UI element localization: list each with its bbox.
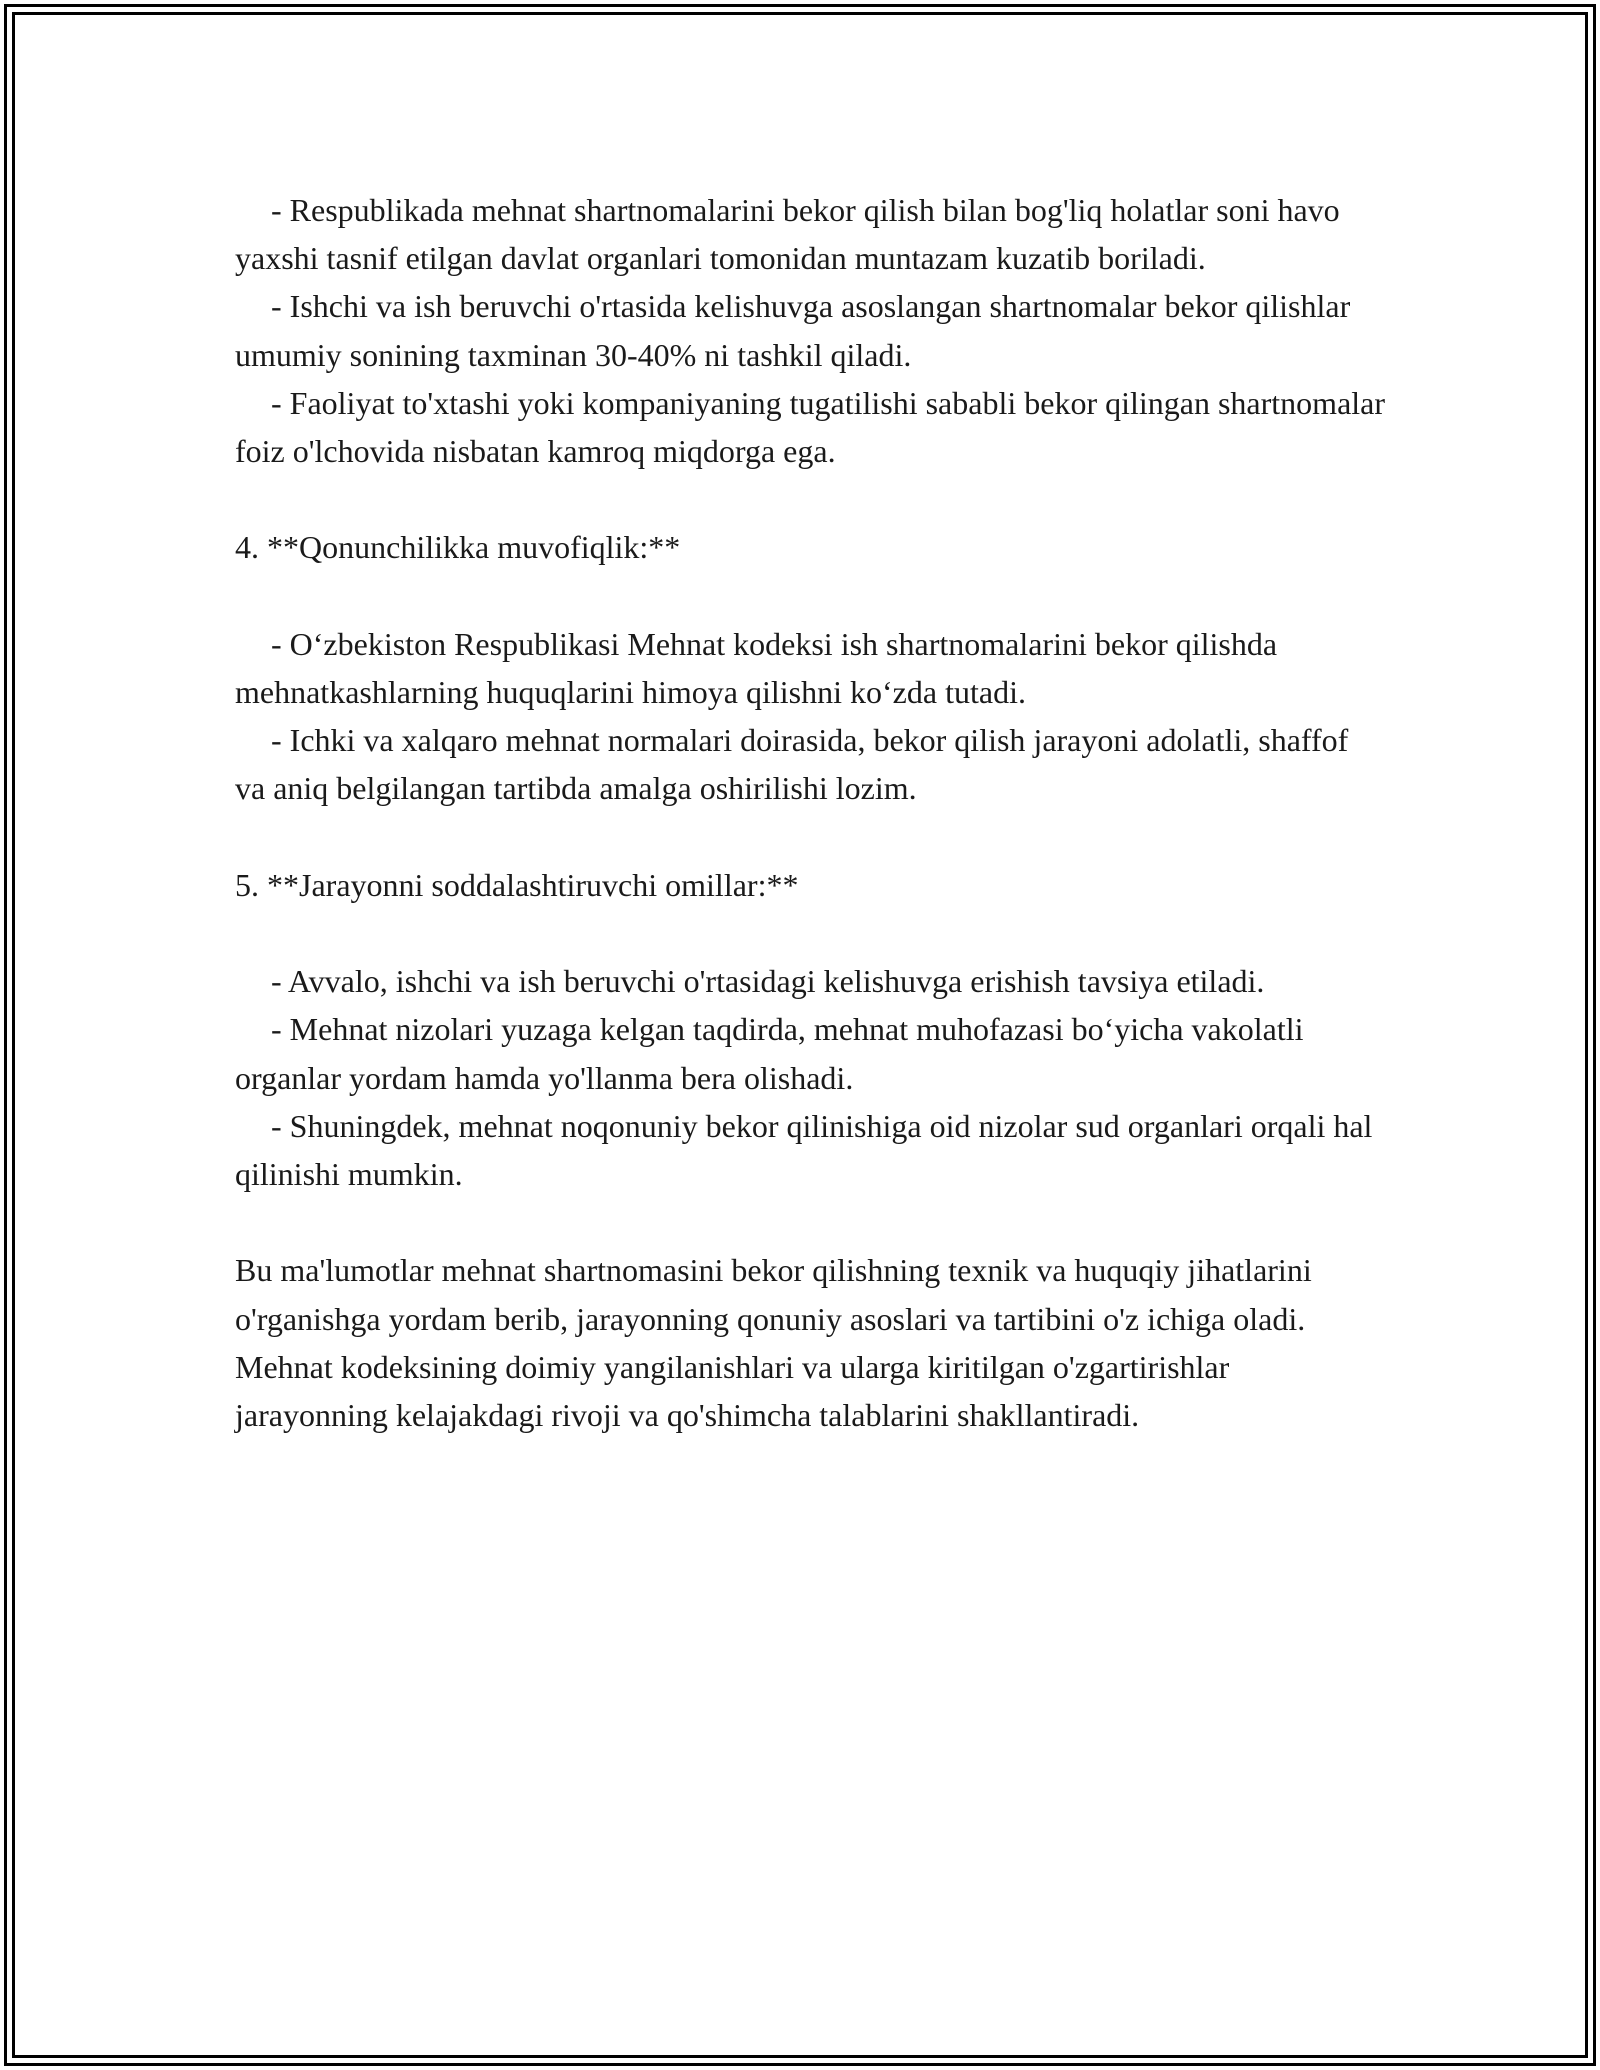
spacer bbox=[235, 909, 1385, 957]
section3-bullet-1: - Respublikada mehnat shartnomalarini bekor qilish bilan bog'liq holatlar soni havo yaxshi tasnif etilgan davlat organlari tomonidan muntazam kuzatib boriladi. bbox=[235, 192, 1340, 277]
spacer bbox=[235, 813, 1385, 861]
section4-bullet-1: - O‘zbekiston Respublikasi Mehnat kodeksi ish shartnomalarini bekor qilishda mehnatkashlarning huquqlarini himoya qilishni ko‘zda tutadi. bbox=[235, 625, 1278, 710]
section4-heading: 4. **Qonunchilikka muvofiqlik:** bbox=[235, 529, 681, 566]
section5-bullet-2: - Mehnat nizolari yuzaga kelgan taqdirda, mehnat muhofazasi bo‘yicha vakolatli organlar yordam hamda yo'llanma bera olishadi. bbox=[235, 1011, 1304, 1096]
conclusion-paragraph: Bu ma'lumotlar mehnat shartnomasini bekor qilishning texnik va huquqiy jihatlarini o'rganishga yordam berib, jarayonning qonuniy asoslari va tartibini o'z ichiga oladi. Mehnat kodeksining doimiy yangilanishlari va ularga kiritilgan o'zgartirishlar jarayonning kelajakdagi rivoji va qo'shimcha talablarini shakllantiradi. bbox=[235, 1252, 1312, 1433]
document-body bbox=[235, 186, 1385, 1439]
section5-bullet-3: - Shuningdek, mehnat noqonuniy bekor qilinishiga oid nizolar sud organlari orqali hal qilinishi mumkin. bbox=[235, 1107, 1373, 1192]
section5-heading: 5. **Jarayonni soddalashtiruvchi omillar:** bbox=[235, 866, 799, 903]
section3-bullet-3: - Faoliyat to'xtashi yoki kompaniyaning tugatilishi sababli bekor qilingan shartnomalar foiz o'lchovida nisbatan kamroq miqdorga ega. bbox=[235, 384, 1386, 470]
spacer bbox=[235, 1198, 1385, 1246]
section3-bullet-2: - Ishchi va ish beruvchi o'rtasida kelishuvga asoslangan shartnomalar bekor qilishlar umumiy sonining taxminan 30-40% ni tashkil qiladi. bbox=[235, 288, 1351, 373]
section4-bullet-2: - Ichki va xalqaro mehnat normalari doirasida, bekor qilish jarayoni adolatli, shaffof va aniq belgilangan tartibda amalga oshirilishi lozim. bbox=[235, 722, 1349, 807]
spacer bbox=[235, 475, 1385, 523]
spacer bbox=[235, 572, 1385, 620]
section5-bullet-1: - Avvalo, ishchi va ish beruvchi o'rtasidagi kelishuvga erishish tavsiya etiladi. bbox=[271, 963, 1265, 1000]
